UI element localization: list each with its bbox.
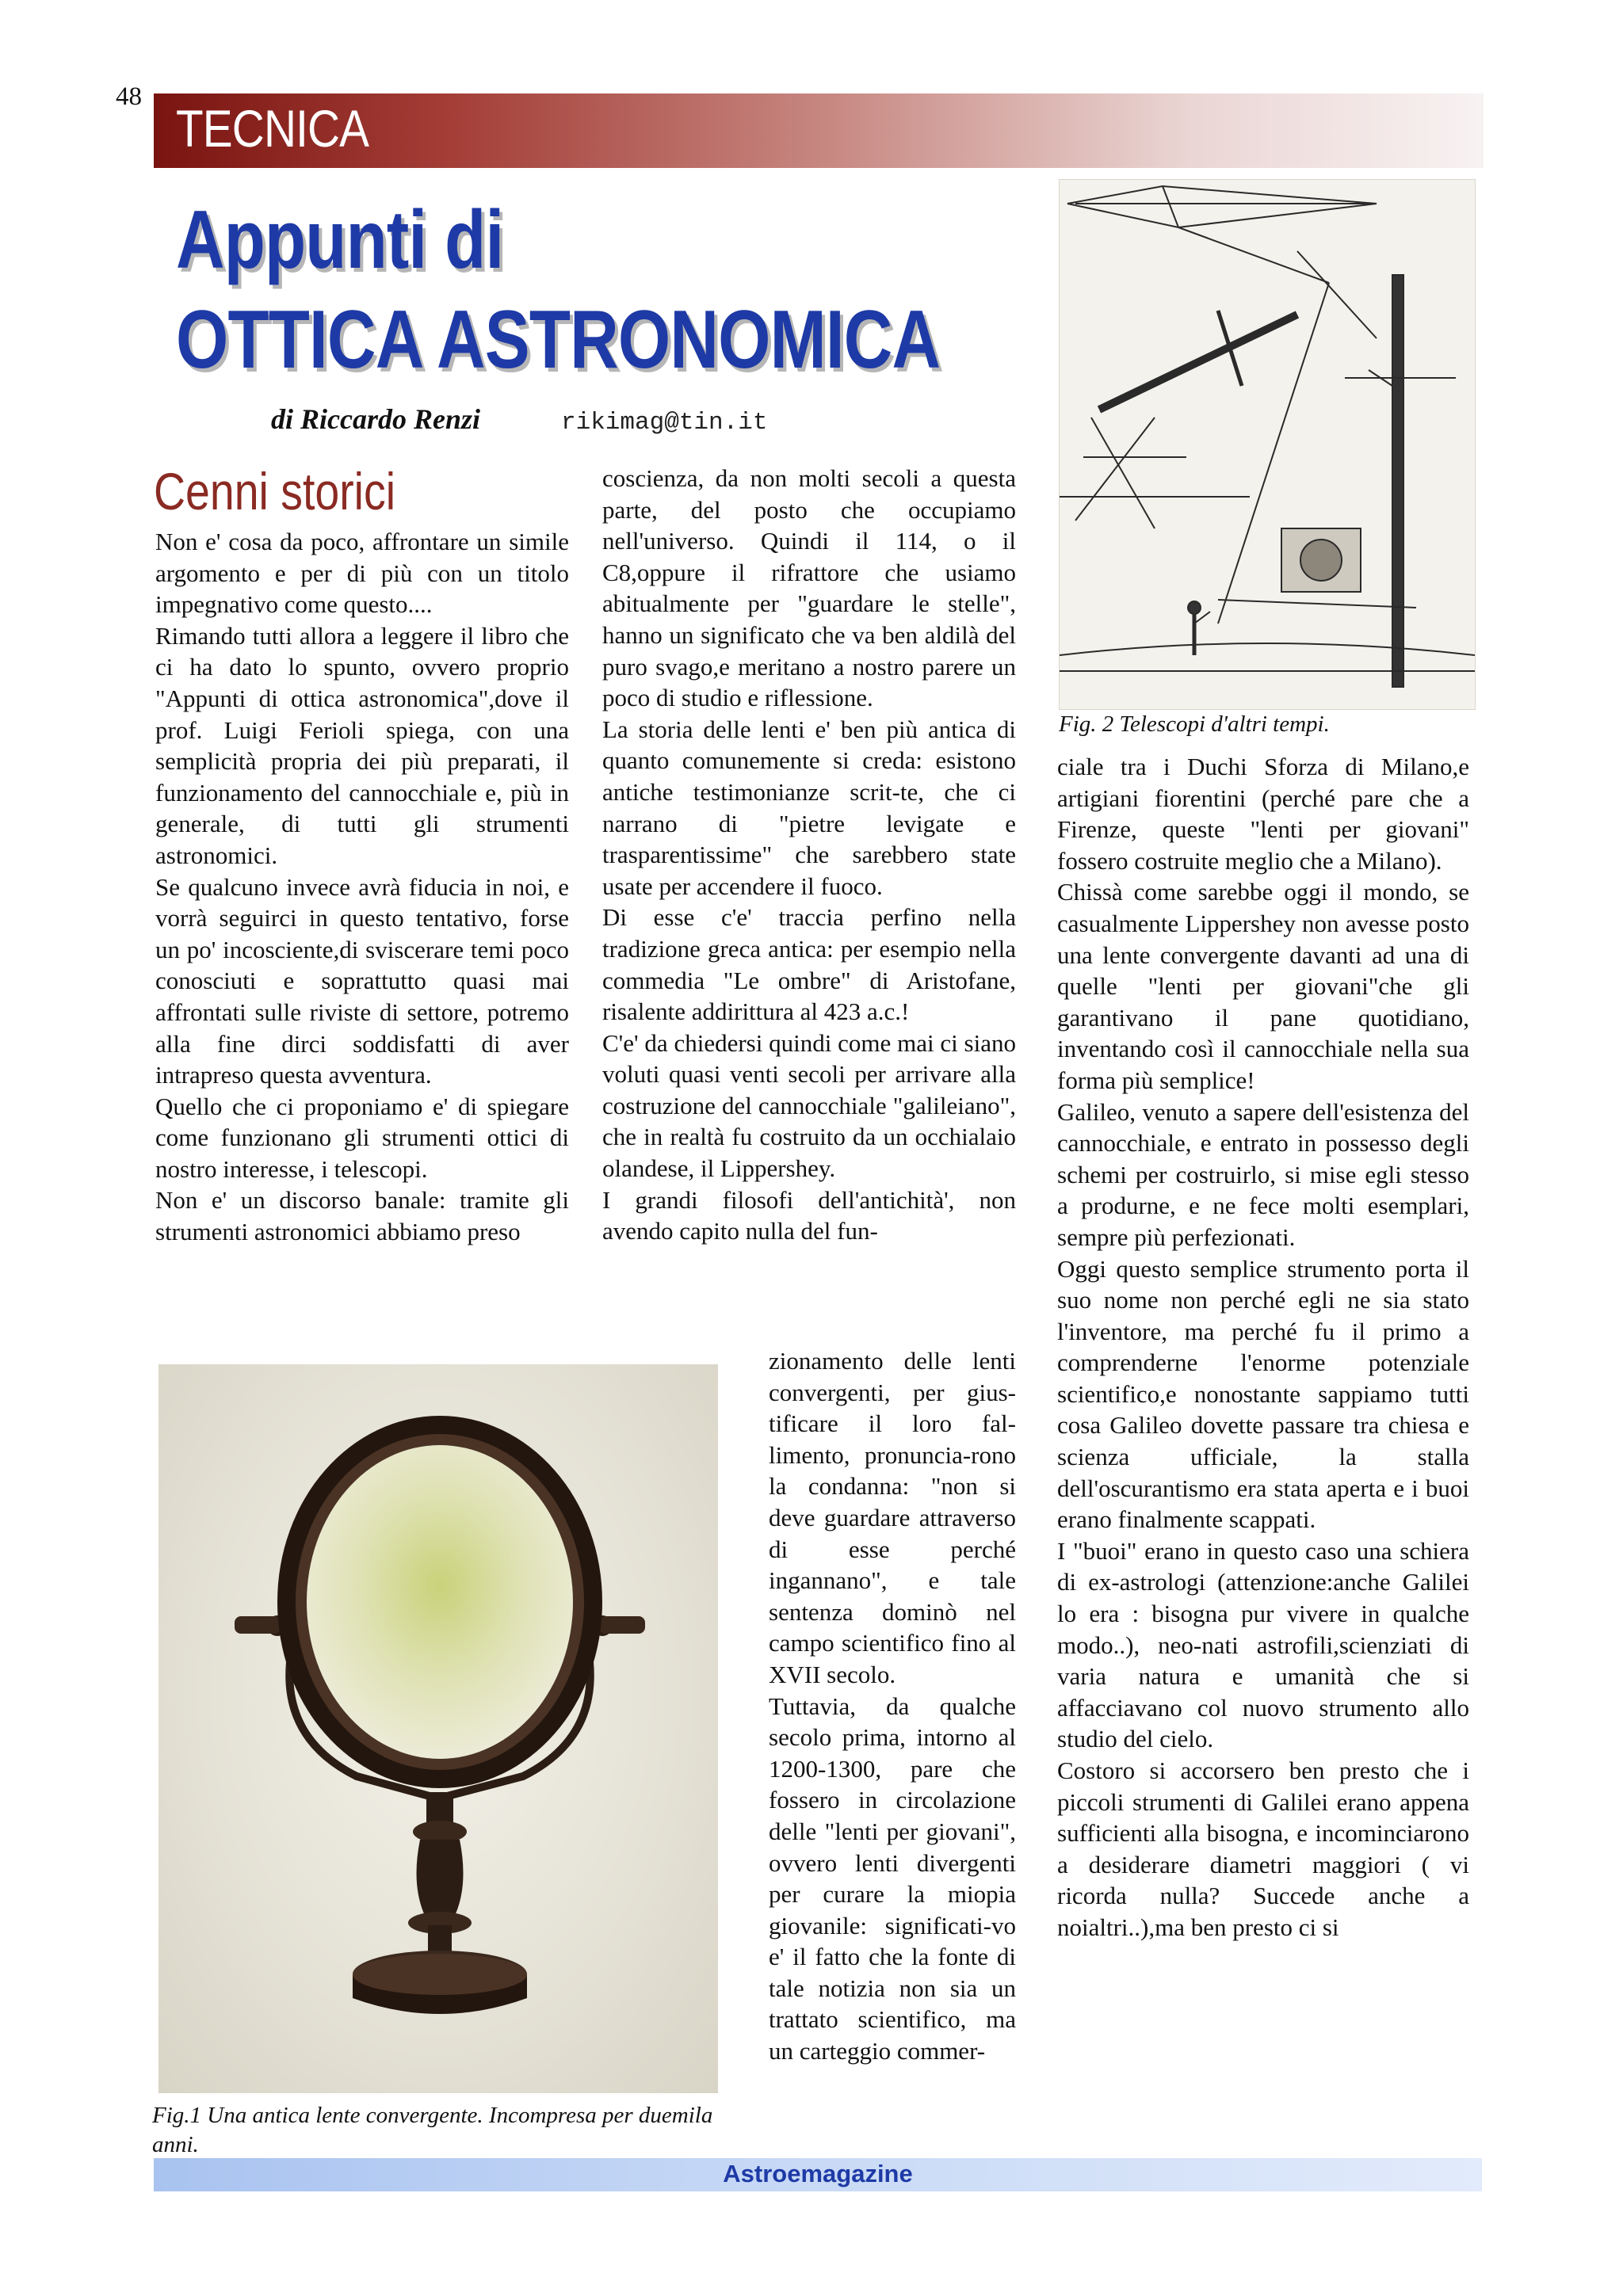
paragraph: Non e' cosa da poco, affrontare un simile argomento e per di più con un titolo impegnativo come questo.... — [155, 528, 569, 619]
figure-1-caption: Fig.1 Una antica lente convergente. Incompresa per duemila anni. — [152, 2103, 713, 2157]
paragraph: Costoro si accorsero ben presto che i piccoli strumenti di Galilei erano appena sufficienti alla bisogna, e incominciarono a desiderare diametri maggiori ( vi ricorda nulla? Succede anche a noialtri..),ma ben presto ci si — [1057, 1756, 1469, 1941]
paragraph: Quello che ci proponiamo e' di spiegare come funzionano gli strumenti ottici di nostro interesse, i telescopi. — [155, 1092, 569, 1183]
article-title-line-1: Appunti di — [176, 194, 504, 286]
paragraph: I grandi filosofi dell'antichità', non avendo capito nulla del fun- — [602, 1185, 1016, 1245]
text-column-2-bottom — [769, 1345, 1016, 2067]
paragraph: La storia delle lenti e' ben più antica di quanto comunemente si creda: esistono antiche testimonianze scrit-te, che ci narrano di "pietre levigate e trasparentissime" che sarebbero state usate per accendere il fuoco. — [602, 715, 1016, 900]
paragraph: Se qualcuno invece avrà fiducia in noi, e vorrà seguirci in questo tentativo, forse un po' incosciente,di sviscerare temi poco conosciuti e soprattutto quasi mai affrontati sulle riviste di settore, potremo alla fine dirci soddisfatti di aver intrapreso questa avventura. — [155, 872, 569, 1089]
page-number: 48 — [116, 82, 142, 111]
figure-2-telescopes-engraving — [1059, 179, 1476, 710]
paragraph: ciale tra i Duchi Sforza di Milano,e artigiani fiorentini (perché pare che a Firenze, queste "lenti per giovani" fossero costruite meglio che a Milano). — [1057, 753, 1469, 875]
paragraph: zionamento delle lenti convergenti, per gius-tificare il loro fal-limento, pronuncia-rono la condanna: "non si deve guardare attraverso di esse perché ingannano", e tale sentenza dominò nel campo scientifico fino al XVII secolo. — [769, 1347, 1016, 1688]
paragraph: Rimando tutti allora a leggere il libro che ci ha dato lo spunto, ovvero proprio "Appunti di ottica astronomica",dove il prof. Luigi Ferioli spiega, con una semplicità propria dei più preparati, il funzionamento del cannocchiale e, più in generale, di tutti gli strumenti astronomici. — [155, 621, 569, 869]
paragraph: Chissà come sarebbe oggi il mondo, se casualmente Lippershey non avesse posto una lente convergente davanti ad una di quelle "lenti per giovani"che gli garantivano il pane quotidiano, inventando così il cannocchiale nella sua forma più semplice! — [1057, 878, 1469, 1094]
magazine-name: Astroemagazine — [723, 2160, 913, 2187]
text-column-2-top — [602, 463, 1016, 1247]
antique-lens-icon — [158, 1364, 718, 2093]
paragraph: I "buoi" erano in questo caso una schiera di ex-astrologi (attenzione:anche Galilei lo era : bisogna pur vivere in qualche modo..), neo-nati astrofili,scienziati di varia natura e umanità che si affacciavano col nuovo strumento allo studio del cielo. — [1057, 1536, 1469, 1753]
paragraph: Di esse c'e' traccia perfino nella tradizione greca antica: per esempio nella commedia "Le ombre" di Aristofane, risalente addirittura al 423 a.c.! — [602, 903, 1016, 1026]
figure-2-caption: Fig. 2 Telescopi d'altri tempi. — [1059, 711, 1330, 737]
paragraph: C'e' da chiedersi quindi come mai ci siano voluti quasi venti secoli per arrivare alla costruzione del cannocchiale "galileiano", che in realtà fu costruito da un occhialaio olandese, il Lippershey. — [602, 1028, 1016, 1183]
section-header-band — [154, 93, 1484, 168]
text-column-1 — [155, 526, 569, 1248]
article-title-line-2: OTTICA ASTRONOMICA — [176, 294, 941, 386]
section-label: TECNICA — [176, 99, 369, 158]
section-subheading: Cenni storici — [154, 462, 396, 521]
text-column-3 — [1057, 751, 1469, 1943]
paragraph: Tuttavia, da qualche secolo prima, intorno al 1200-1300, pare che fossero in circolazione delle "lenti per giovani", ovvero lenti divergenti per curare la miopia giovanile: significati-vo e' il fatto che la fonte di tale notizia non sia un trattato scientifico, ma un carteggio commer- — [769, 1691, 1016, 2065]
figure-1-lens-photo — [158, 1364, 718, 2093]
author-byline: di Riccardo Renzi — [271, 403, 481, 435]
paragraph: coscienza, da non molti secoli a questa parte, del posto che occupiamo nell'universo. Quindi il 114, o il C8,oppure il rifrattore che usiamo abitualmente per "guardare le stelle", hanno un significato che va ben aldilà del puro svago,e meritano a nostro parere un poco di studio e riflessione. — [602, 464, 1016, 712]
paragraph: Galileo, venuto a sapere dell'esistenza del cannocchiale, e entrato in possesso degli schemi per costruirlo, si mise egli stesso a produrne, e ne fece molti esemplari, sempre più perfezionati. — [1057, 1097, 1469, 1251]
paragraph: Non e' un discorso banale: tramite gli strumenti astronomici abbiamo preso — [155, 1186, 569, 1246]
historic-telescopes-icon — [1060, 180, 1475, 709]
footer-band — [154, 2158, 1482, 2191]
paragraph: Oggi questo semplice strumento porta il suo nome non perché egli ne sia stato l'inventore, ma perché fu il primo a comprenderne l'enorme potenziale scientifico,e nonostante sappiamo tutti cosa Galileo dovette passare tra chiesa e scienza ufficiale, la stalla dell'oscurantismo era stata aperta e i buoi erano finalmente scappati. — [1057, 1254, 1469, 1534]
author-email: rikimag@tin.it — [561, 409, 768, 437]
